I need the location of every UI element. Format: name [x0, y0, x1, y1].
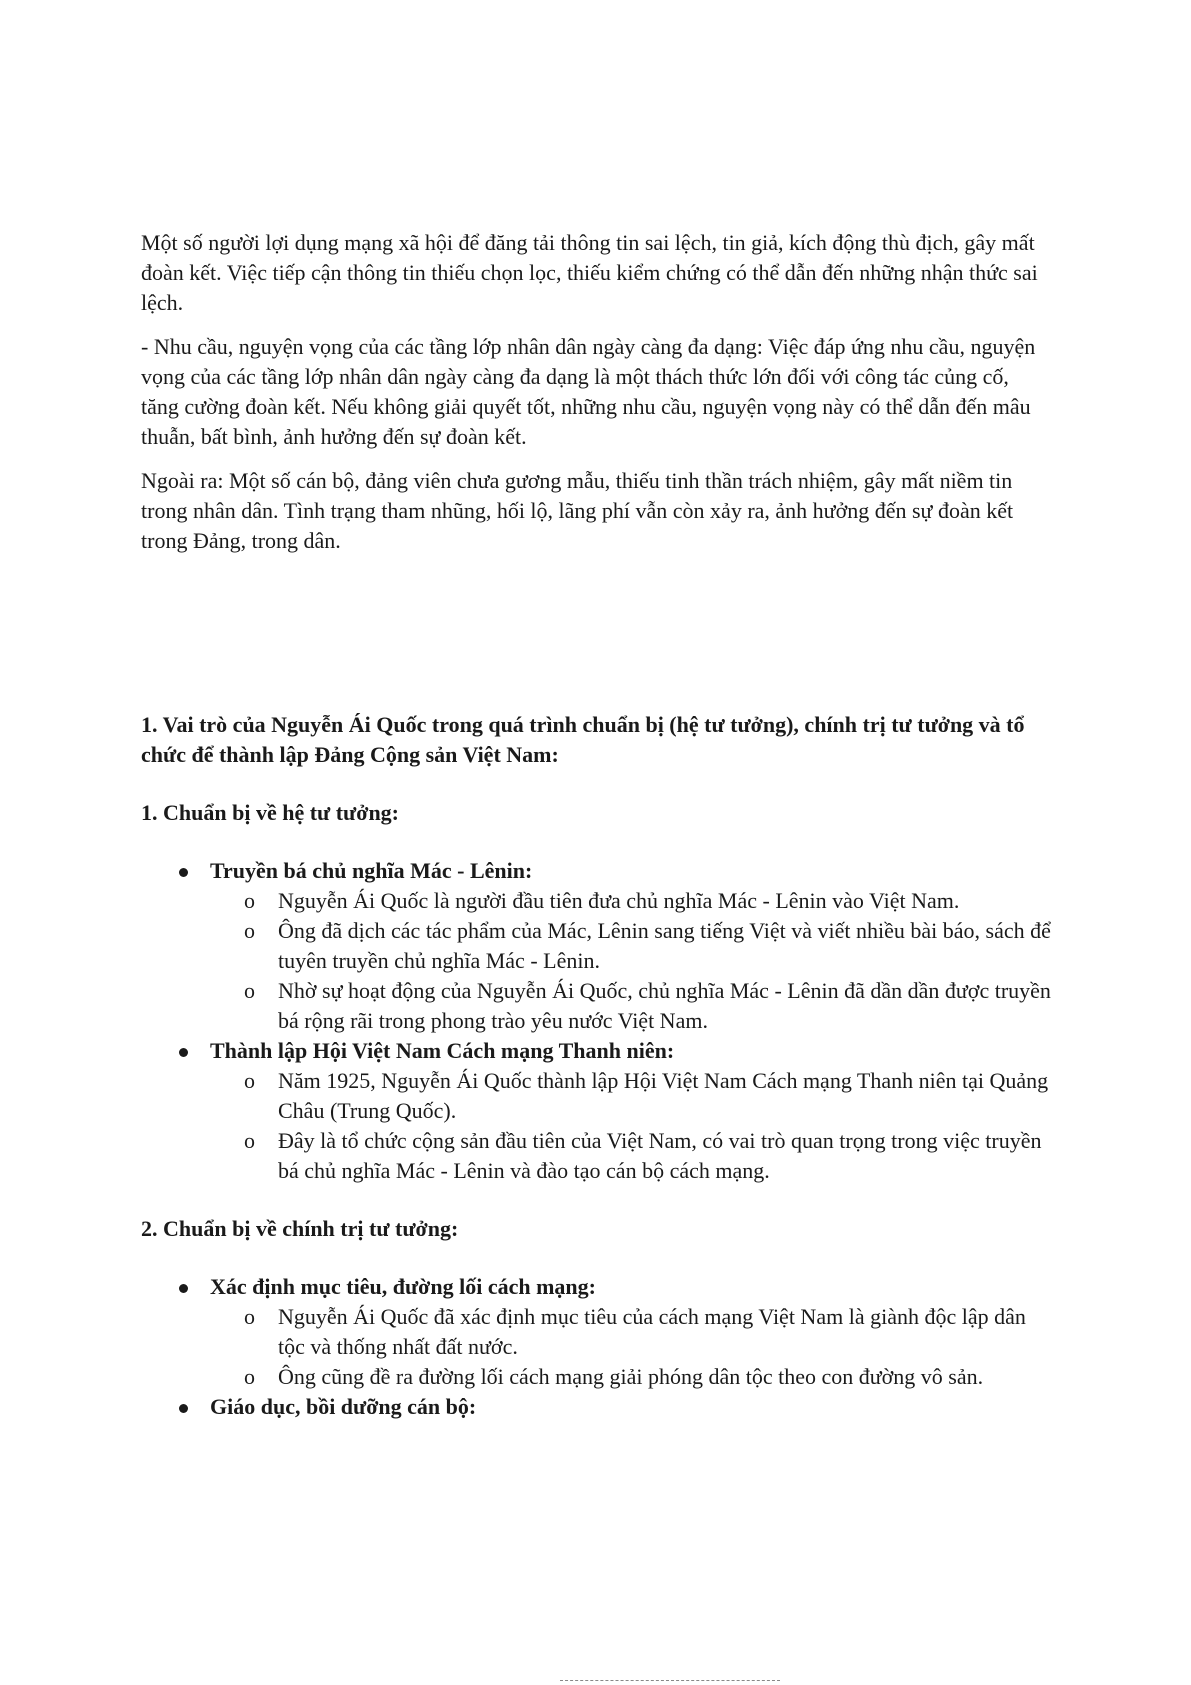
sub-item: o Ông cũng đề ra đường lối cách mạng giải phóng dân tộc theo con đường vô sản.: [278, 1362, 1051, 1392]
sub-marker-icon: o: [244, 1304, 255, 1329]
sub-marker-icon: o: [244, 1128, 255, 1153]
bullet-item: [141, 856, 1051, 1036]
bullet-item: [141, 1036, 1051, 1186]
bullet-dot-icon: [179, 1048, 188, 1057]
sub-list: [210, 886, 1051, 1036]
sub-item: o Nguyễn Ái Quốc đã xác định mục tiêu của cách mạng Việt Nam là giành độc lập dân tộc và thống nhất đất nước.: [244, 1304, 1026, 1359]
main-heading: 1. Vai trò của Nguyễn Ái Quốc trong quá trình chuẩn bị (hệ tư tưởng), chính trị tư tưởng và tổ chức để thành lập Đảng Cộng sản Việt Nam:: [141, 712, 1025, 767]
page-bottom-rule: [560, 1680, 780, 1681]
section-1-bullets: [141, 856, 1051, 1186]
sub-item: o Năm 1925, Nguyễn Ái Quốc thành lập Hội Việt Nam Cách mạng Thanh niên tại Quảng Châu (Trung Quốc).: [244, 1068, 1049, 1123]
paragraph-intro-1: Một số người lợi dụng mạng xã hội để đăng tải thông tin sai lệch, tin giả, kích động thù địch, gây mất đoàn kết. Việc tiếp cận thông tin thiếu chọn lọc, thiếu kiểm chứng có thể dẫn đến những nhận thức sai lệch.: [141, 230, 1038, 315]
sub-item: o Nguyễn Ái Quốc là người đầu tiên đưa chủ nghĩa Mác - Lênin vào Việt Nam.: [278, 886, 1051, 916]
bullet-title: Xác định mục tiêu, đường lối cách mạng:: [210, 1274, 596, 1299]
bullet-dot-icon: [179, 1404, 188, 1413]
sub-item: o Nhờ sự hoạt động của Nguyễn Ái Quốc, chủ nghĩa Mác - Lênin đã dần dần được truyền bá rộng rãi trong phong trào yêu nước Việt Nam.: [244, 978, 1051, 1033]
sub-marker-icon: o: [244, 888, 255, 913]
section-spacer: [141, 570, 1051, 710]
sub-item: o Đây là tổ chức cộng sản đầu tiên của Việt Nam, có vai trò quan trọng trong việc truyền bá chủ nghĩa Mác - Lênin và đào tạo cán bộ cách mạng.: [244, 1128, 1042, 1183]
section-1-heading: 1. Chuẩn bị về hệ tư tưởng:: [141, 800, 400, 825]
sub-marker-icon: o: [244, 1364, 255, 1389]
sub-item: o Ông đã dịch các tác phẩm của Mác, Lênin sang tiếng Việt và viết nhiều bài báo, sách để tuyên truyền chủ nghĩa Mác - Lênin.: [244, 918, 1051, 973]
bullet-title: Giáo dục, bồi dưỡng cán bộ:: [210, 1394, 477, 1419]
paragraph-intro-3: Ngoài ra: Một số cán bộ, đảng viên chưa gương mẫu, thiếu tinh thần trách nhiệm, gây mất niềm tin trong nhân dân. Tình trạng tham nhũng, hối lộ, lãng phí vẫn còn xảy ra, ảnh hưởng đến sự đoàn kết trong Đảng, trong dân.: [141, 468, 1014, 553]
sub-marker-icon: o: [244, 978, 255, 1003]
bullet-item: [141, 1272, 1051, 1392]
bullet-dot-icon: [179, 1284, 188, 1293]
sub-marker-icon: o: [244, 1068, 255, 1093]
bullet-item: [141, 1392, 1051, 1422]
sub-list: [210, 1302, 1051, 1392]
sub-list: [210, 1066, 1051, 1186]
section-2-bullets: [141, 1272, 1051, 1422]
document-page: [141, 228, 1051, 1450]
bullet-dot-icon: [179, 868, 188, 877]
bullet-title: Truyền bá chủ nghĩa Mác - Lênin:: [210, 858, 533, 883]
bullet-title: Thành lập Hội Việt Nam Cách mạng Thanh niên:: [210, 1038, 675, 1063]
sub-marker-icon: o: [244, 918, 255, 943]
paragraph-intro-2: - Nhu cầu, nguyện vọng của các tầng lớp nhân dân ngày càng đa dạng: Việc đáp ứng nhu cầu, nguyện vọng của các tầng lớp nhân dân ngày càng đa dạng là một thách thức lớn đối với công tác củng cố, tăng cường đoàn kết. Nếu không giải quyết tốt, những nhu cầu, nguyện vọng này có thể dẫn đến mâu thuẫn, bất bình, ảnh hưởng đến sự đoàn kết.: [141, 334, 1036, 449]
section-2-heading: 2. Chuẩn bị về chính trị tư tưởng:: [141, 1216, 459, 1241]
